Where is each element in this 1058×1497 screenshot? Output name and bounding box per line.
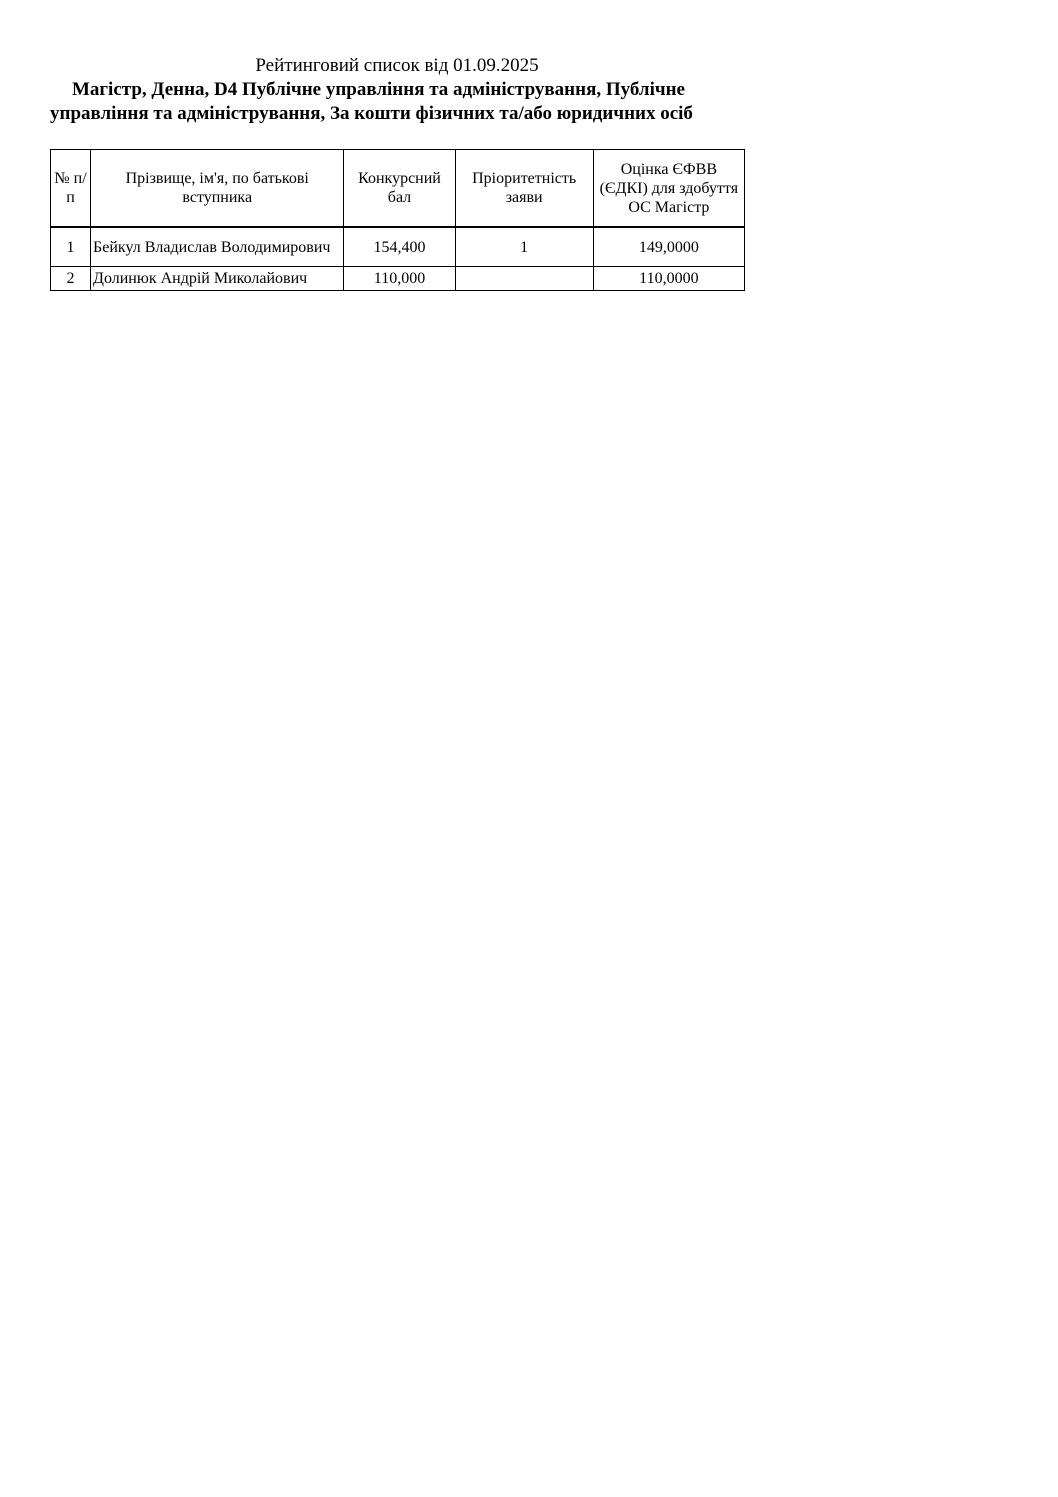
cell-score: 154,400 [344,227,455,267]
cell-priority: 1 [455,227,593,267]
cell-priority [455,267,593,291]
header-number: № п/п [51,150,91,228]
document-subtitle: Магістр, Денна, D4 Публічне управління та адміністрування, Публічне управління та адміністрування, За кошти фізичних та/або юридичних осіб [50,79,693,124]
cell-score: 110,000 [344,267,455,291]
header-name: Прізвище, ім'я, по батькові вступника [91,150,344,228]
header-score: Конкурсний бал [344,150,455,228]
table-row [51,267,745,291]
cell-number: 1 [51,227,91,267]
table-row [51,227,745,267]
table-header-row [51,150,745,228]
rating-table [50,149,745,291]
cell-name: Бейкул Владислав Володимирович [91,227,344,267]
cell-number: 2 [51,267,91,291]
cell-exam: 149,0000 [593,227,744,267]
header-priority: Пріоритетність заяви [455,150,593,228]
cell-exam: 110,0000 [593,267,744,291]
cell-name: Долинюк Андрій Миколайович [91,267,344,291]
document-title: Рейтинговий список від 01.09.2025 [255,55,539,76]
header-exam: Оцінка ЄФВВ (ЄДКІ) для здобуття ОС Магістр [593,150,744,228]
